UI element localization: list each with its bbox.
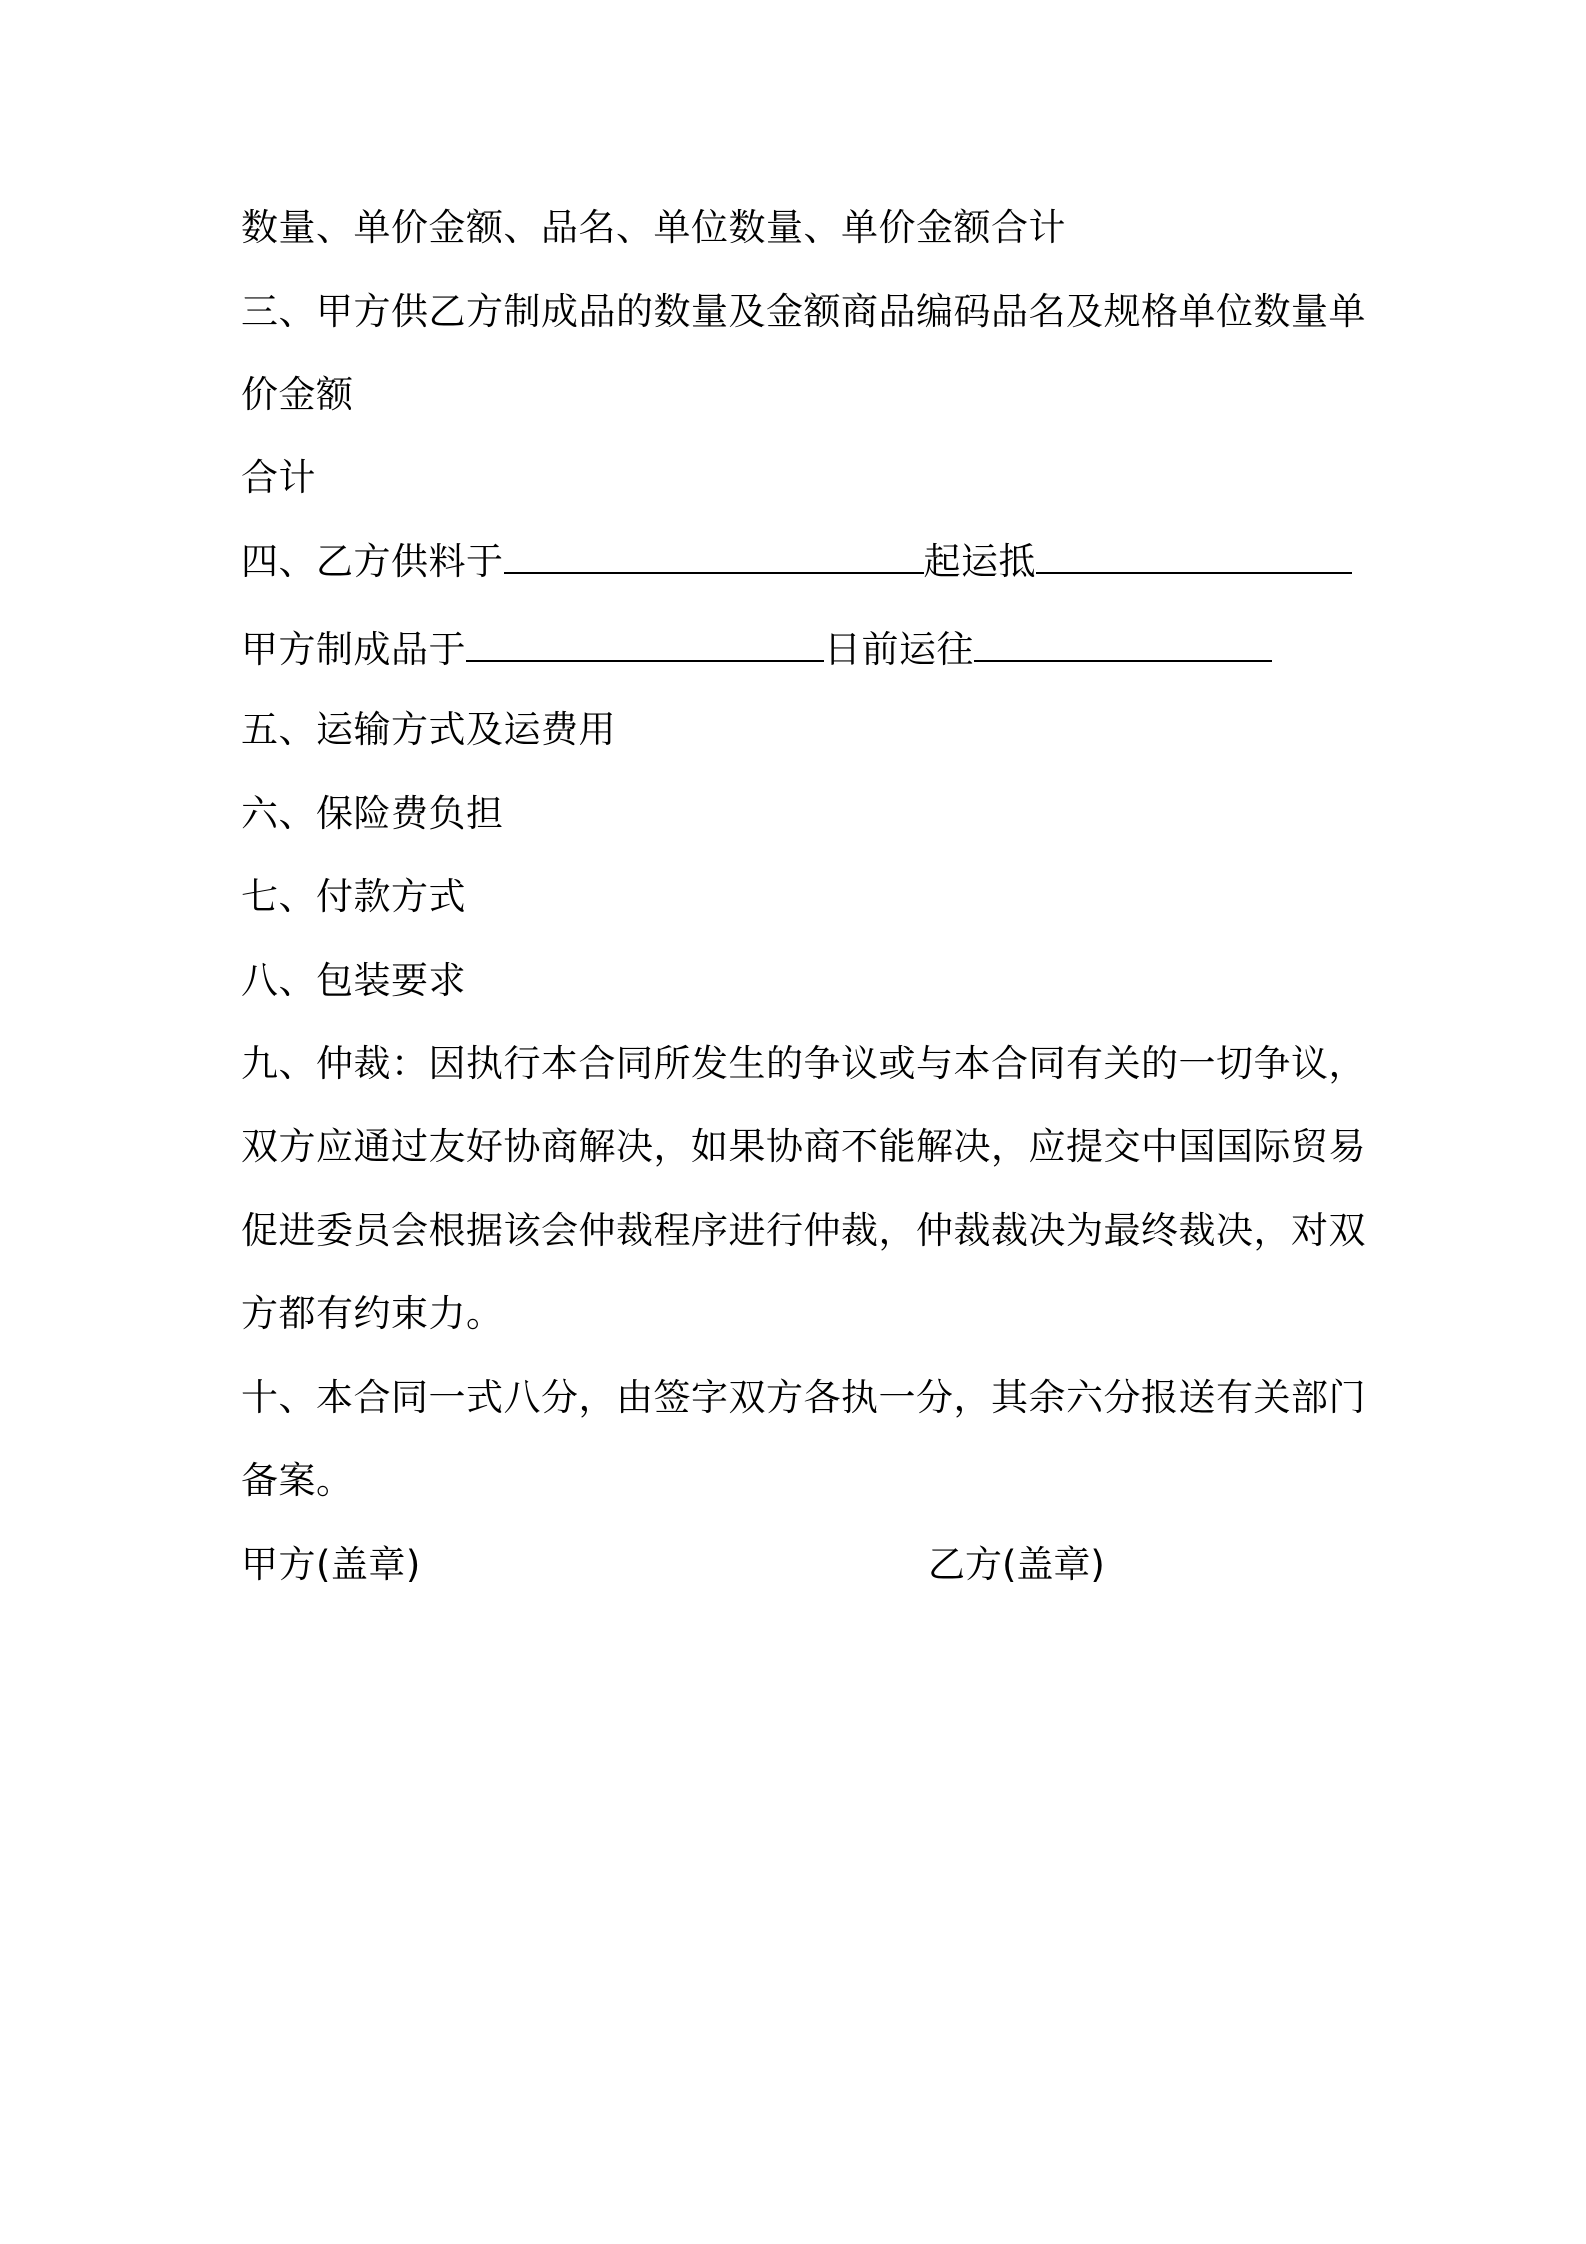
- text-line-quantity-summary: 数量、单价金额、品名、单位数量、单价金额合计: [241, 206, 1066, 249]
- clause-4-label-deliver: 日前运往: [824, 628, 974, 671]
- clause-10-line-2: 备案。: [241, 1459, 354, 1502]
- clause-3-line-3: 合计: [241, 456, 316, 499]
- clause-9-line-3: 促进委员会根据该会仲裁程序进行仲裁，仲裁裁决为最终裁决，对双: [241, 1209, 1366, 1252]
- clause-8: 八、包装要求: [241, 959, 466, 1002]
- clause-4-label-products: 甲方制成品于: [241, 628, 466, 671]
- clause-5: [241, 705, 1361, 755]
- clause-10-line-1: 十、本合同一式八分，由签字双方各执一分，其余六分报送有关部门: [241, 1376, 1366, 1419]
- clause-6: 六、保险费负担: [241, 792, 504, 835]
- clause-5-text: 、运输方式及运费用: [278, 708, 616, 751]
- clause-4-label-supply: 四、乙方供料于: [241, 540, 504, 583]
- signature-party-a: 甲方(盖章): [241, 1543, 421, 1586]
- clause-4-line-2: [241, 625, 1361, 675]
- blank-products-date[interactable]: [466, 626, 824, 662]
- clause-9-line-1: 九、仲裁：因执行本合同所发生的争议或与本合同有关的一切争议，: [241, 1042, 1366, 1085]
- clause-9-line-2: 双方应通过友好协商解决，如果协商不能解决，应提交中国国际贸易: [241, 1125, 1366, 1168]
- clause-9-line-4: 方都有约束力。: [241, 1292, 504, 1335]
- clause-3-line-2: 价金额: [241, 373, 354, 416]
- clause-7: 七、付款方式: [241, 875, 466, 918]
- clause-4-line-1: [241, 537, 1361, 587]
- clause-4-label-ship: 起运抵: [923, 540, 1036, 583]
- clause-3-line-1: 三、甲方供乙方制成品的数量及金额商品编码品名及规格单位数量单: [241, 290, 1366, 333]
- blank-destination[interactable]: [1036, 538, 1352, 574]
- blank-supply-date[interactable]: [504, 538, 924, 574]
- blank-deliver-destination[interactable]: [974, 626, 1272, 662]
- signature-party-b: 乙方(盖章): [928, 1543, 1105, 1586]
- clause-5-number: 五: [241, 708, 279, 751]
